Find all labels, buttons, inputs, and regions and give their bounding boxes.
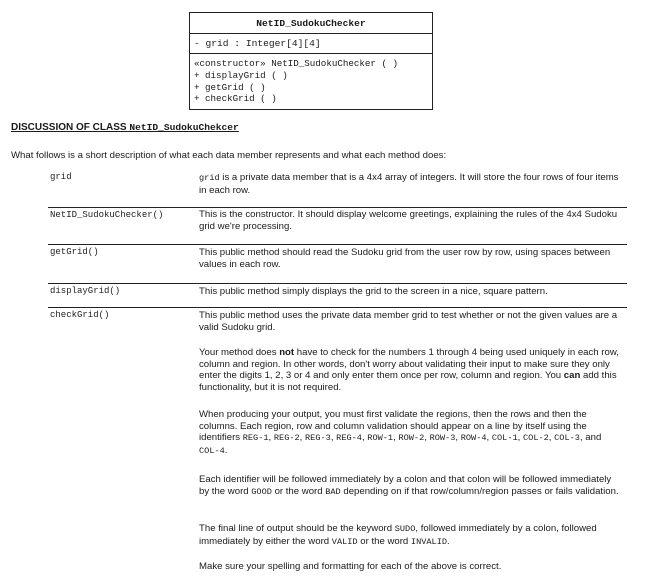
member-term: NetID_SudokuChecker() [50, 210, 164, 220]
heading-prefix: DISCUSSION OF CLASS [11, 122, 130, 133]
member-row-constructor [48, 207, 627, 237]
uml-operation: + displayGrid ( ) [194, 69, 288, 81]
member-description: grid is a private data member that is a 4x4 array of integers. It will store the four rows of four items in each row. [199, 172, 619, 196]
heading-class-name: NetID_SudokuChekcer [129, 122, 239, 133]
intro-text: What follows is a short description of what each data member represents and what each method does: [11, 150, 447, 161]
uml-operation: + checkGrid ( ) [194, 93, 277, 105]
member-row-checkgrid [48, 307, 627, 577]
member-description: This public method simply displays the grid to the screen in a nice, square pattern. [199, 286, 548, 297]
checkgrid-paragraph-1: This public method uses the private data member grid to test whether or not the given values are a valid Sudoku grid. [199, 310, 618, 333]
section-heading [11, 122, 239, 134]
checkgrid-paragraph-6: Make sure your spelling and formatting for each of the above is correct. [199, 561, 502, 572]
member-term: displayGrid() [50, 286, 121, 296]
member-row-displaygrid [48, 283, 627, 301]
member-row-grid [48, 171, 627, 201]
uml-operations [190, 54, 432, 109]
uml-attribute: - grid : Integer[4][4] [190, 34, 432, 54]
uml-operation: «constructor» NetID_SudokuChecker ( ) [194, 58, 398, 69]
checkgrid-paragraph-2: Your method does not have to check for the numbers 1 through 4 being used uniquely in each row, column and region. In other words, don't worry about validating their input to make sure they only enter the digits 1, 2, 3 or 4 and only enter them once per row, column and region. You can add this functionality, but it is not required. [199, 347, 619, 393]
uml-operation: + getGrid ( ) [194, 81, 266, 93]
checkgrid-paragraph-4: Each identifier will be followed immediately by a colon and that colon will be followed immediately by the word GOOD or the word BAD depending on if that row/column/region passes or fails validation. [199, 474, 619, 497]
member-description: This is the constructor. It should display welcome greetings, explaining the rules of the 4x4 Sudoku grid we're processing. [199, 209, 618, 232]
uml-class-name: NetID_SudokuChecker [190, 13, 432, 34]
member-row-getgrid [48, 244, 627, 274]
checkgrid-paragraph-3: When producing your output, you must first validate the regions, then the rows and then the columns. Each region, row and column validation should appear on a line by itself using the identifiers REG-1, REG-2, REG-3, REG-4, ROW-1, ROW-2, ROW-3, ROW-4, COL-1, COL-2, COL-3, and COL-4. [199, 409, 602, 456]
member-term: getGrid() [50, 247, 99, 257]
member-term: grid [50, 172, 72, 182]
member-term: checkGrid() [50, 310, 110, 320]
checkgrid-paragraph-5: The final line of output should be the keyword SUDO, followed immediately by a colon, followed immediately by either the word VALID or the word INVALID. [199, 523, 597, 547]
uml-class-diagram [189, 12, 433, 110]
member-description: This public method should read the Sudoku grid from the user row by row, using spaces between values in each row. [199, 247, 611, 270]
